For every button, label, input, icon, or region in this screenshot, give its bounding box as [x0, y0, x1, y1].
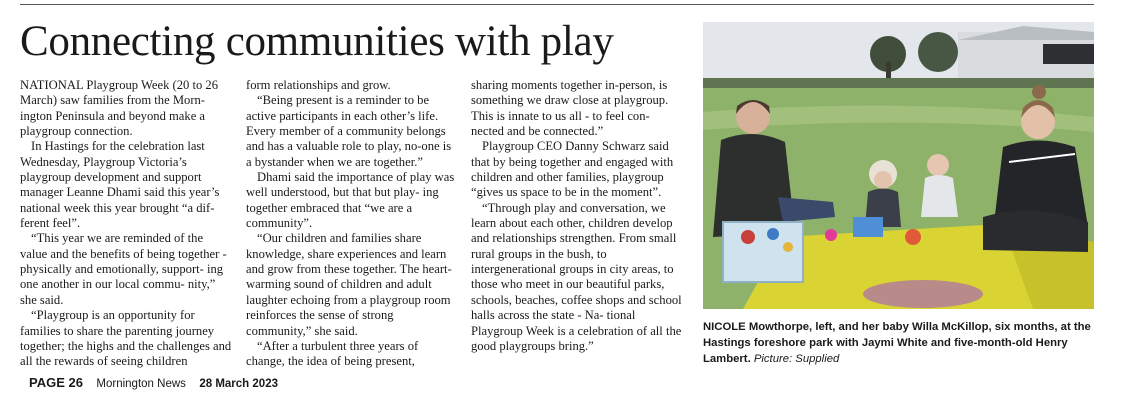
publication-date: 28 March 2023 [199, 378, 278, 390]
article-column-3 [471, 78, 684, 354]
article-column-2 [246, 78, 459, 370]
paragraph: “This year we are reminded of the value and the benefits of being together - physically and emotionally, support- ing one another in our local commu- nity,” she said. [20, 231, 227, 307]
paragraph: “Playgroup is an opportunity for families to share the parenting journey together; the highs and the challenges and all the rewards of seeing children [20, 308, 232, 369]
page-number: PAGE 26 [29, 375, 83, 390]
article-column-1 [20, 78, 233, 370]
paragraph: Playgroup CEO Danny Schwarz said that by being together and engaged with children and other families, playgroup “gives us space to be in the moment”. [471, 139, 674, 200]
paragraph: “Through play and conversation, we learn about each other, children develop and relationships strengthen. From small rural groups in the bush, to intergenerational groups in city areas, to those who meet in our beautiful parks, schools, beaches, coffee shops and school halls across the state - Na- tional Playgroup Week is a celebration of all the good playgroups bring.” [471, 200, 682, 353]
caption-text: NICOLE Mowthorpe, left, and her baby Willa McKillop, six months, at the Hastings foreshore park with Jaymi White and five-month-old Henry Lambert. [703, 321, 1091, 365]
paragraph: NATIONAL Playgroup Week (20 to 26 March) saw families from the Morn- ington Peninsula and beyond make a playgroup connection. [20, 78, 219, 139]
park-picnic-illustration [703, 22, 1094, 309]
photo-caption [703, 319, 1101, 367]
paragraph: “Being present is a reminder to be active participants in each other’s life. Every member of a community belongs and has a valuable role to play, no-one is a bystander when we are together.” [246, 93, 452, 169]
paragraph: In Hastings for the celebration last Wednesday, Playgroup Victoria’s playgroup development and support manager Leanne Dhami said this year’s national week this year brought “a dif- ferent feel”. [20, 139, 220, 231]
paragraph: form relationships and grow. [246, 78, 391, 92]
caption-credit: Picture: Supplied [753, 353, 840, 365]
article-photo [703, 22, 1094, 309]
top-rule [20, 4, 1094, 5]
paragraph: “Our children and families share knowledge, share experiences and learn and grow from these together. The heart-warming sound of children and adult laughter echoing from a playgroup room reinforces the sense of strong community,” she said. [246, 231, 452, 338]
paragraph: “After a turbulent three years of change, the idea of being present, [246, 338, 419, 369]
publication-name: Mornington News [96, 378, 186, 390]
paragraph: Dhami said the importance of play was well understood, but that but play- ing together embraced that “we are a community”. [246, 170, 455, 231]
page-footer [29, 374, 278, 390]
article-headline: Connecting communities with play [20, 18, 614, 65]
paragraph: sharing moments together in-person, is something we draw close at playgroup. This is innate to us all - to feel con- nected and be connected.” [471, 78, 669, 139]
